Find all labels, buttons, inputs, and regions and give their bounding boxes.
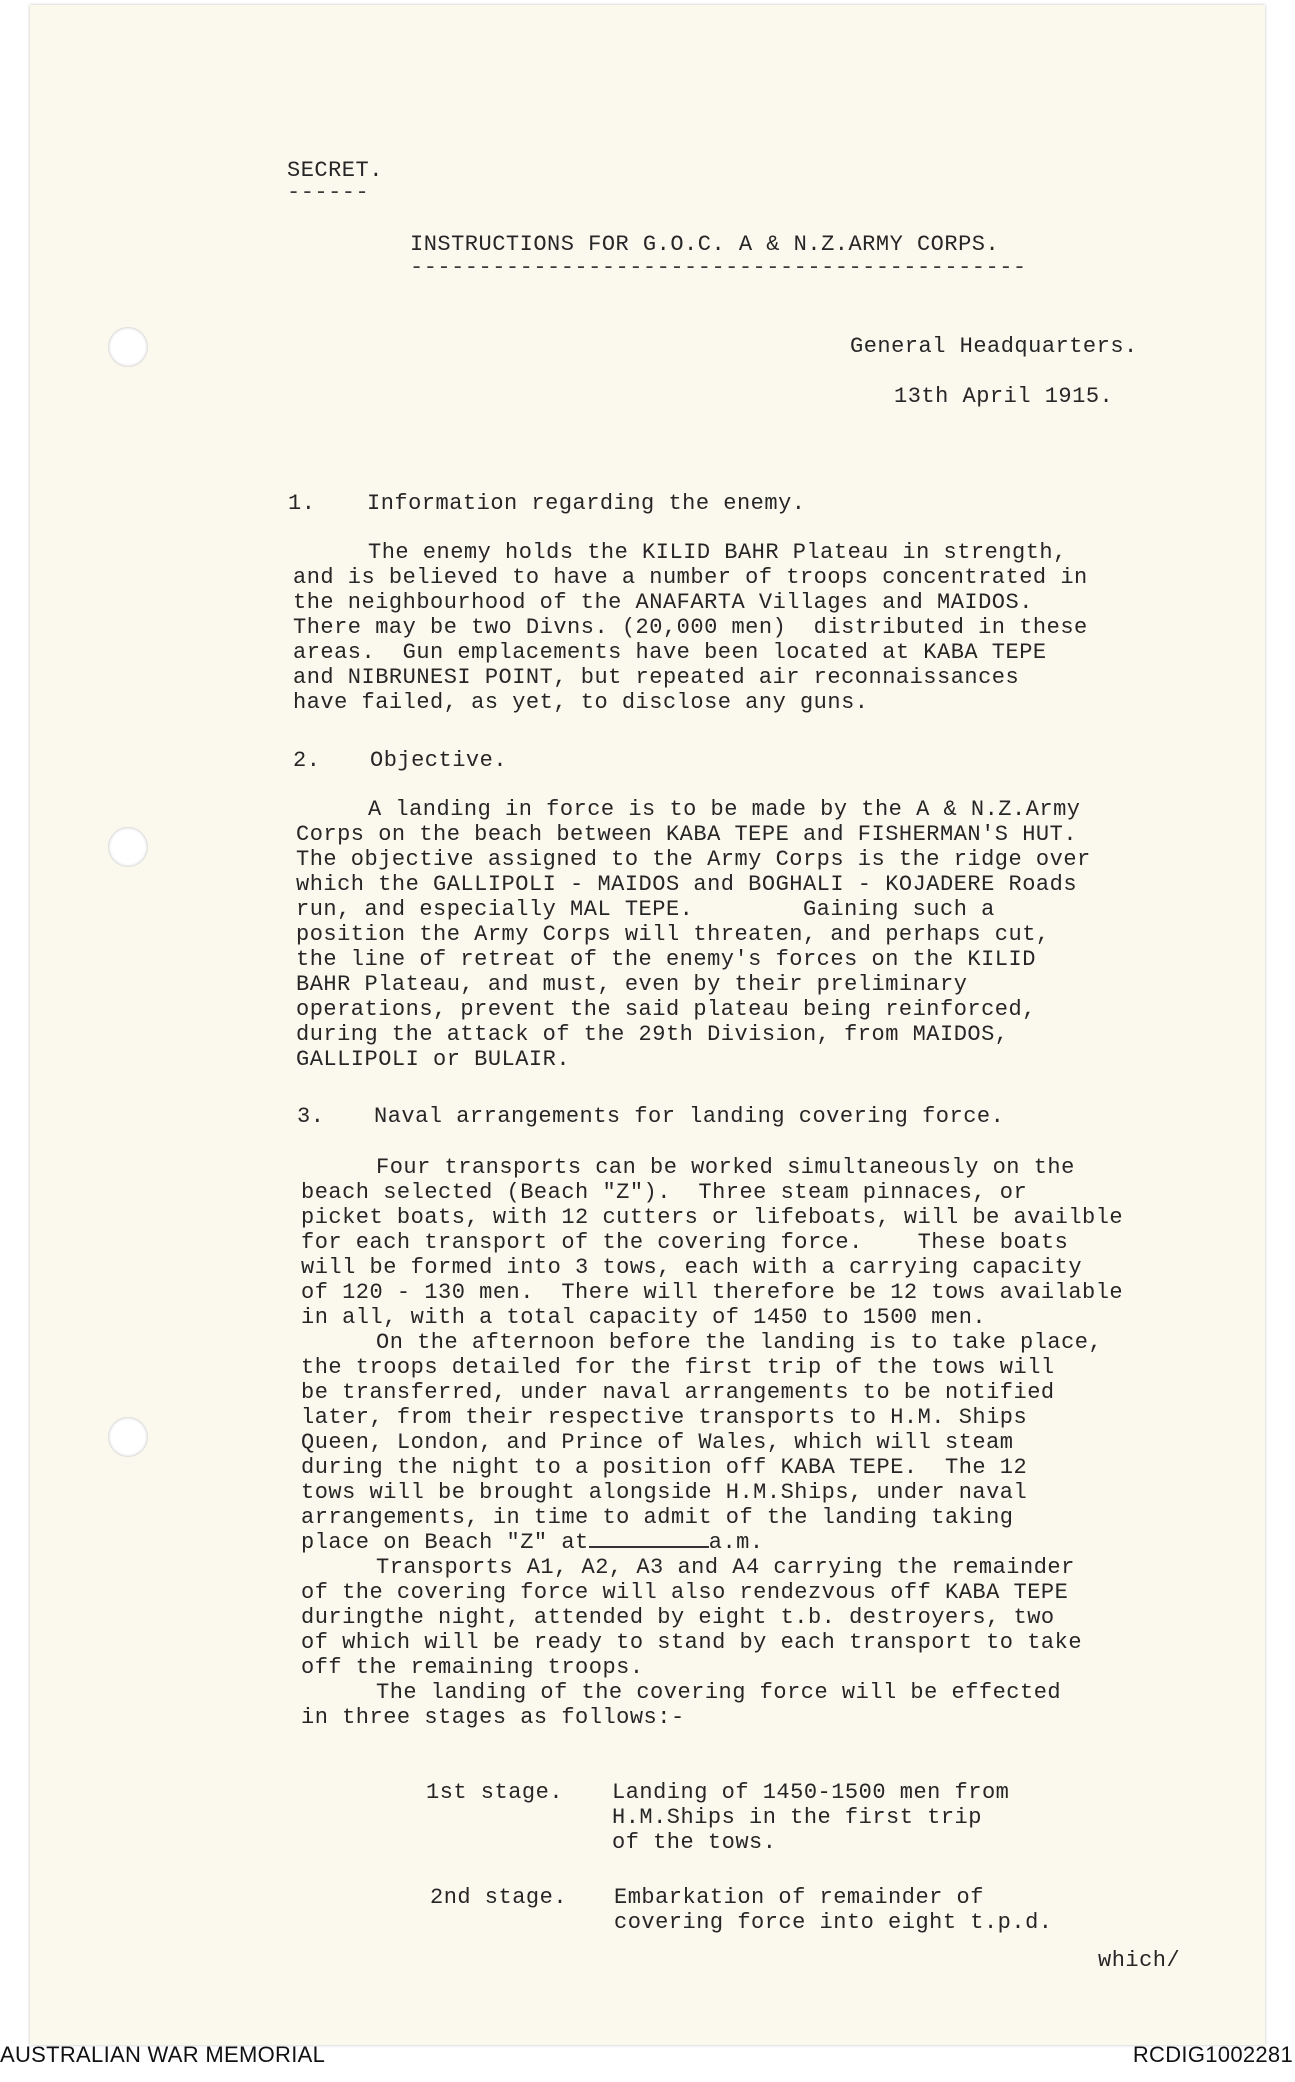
text-line: beach selected (Beach "Z"). Three steam pinnaces, or <box>301 1180 1028 1205</box>
text-line: of 120 - 130 men. There will therefore be 12 tows available <box>301 1280 1124 1305</box>
stage-description <box>614 1885 1052 1935</box>
text-line: Embarkation of remainder of <box>614 1885 984 1910</box>
text-line: of the tows. <box>612 1830 777 1855</box>
underline-rule: ------ <box>287 180 370 205</box>
text-line: have failed, as yet, to disclose any guns. <box>293 690 869 715</box>
text-line: the troops detailed for the first trip of the tows will <box>301 1355 1055 1380</box>
text-line: the neighbourhood of the ANAFARTA Villages and MAIDOS. <box>293 590 1033 615</box>
text-line: and NIBRUNESI POINT, but repeated air reconnaissances <box>293 665 1020 690</box>
text-line: off the remaining troops. <box>301 1655 644 1680</box>
catchword: which/ <box>1098 1948 1181 1973</box>
text-line: of which will be ready to stand by each transport to take <box>301 1630 1083 1655</box>
section-heading: Objective. <box>370 748 508 773</box>
text-line: picket boats, with 12 cutters or lifeboats, will be availble <box>301 1205 1124 1230</box>
text-line: duringthe night, attended by eight t.b. destroyers, two <box>301 1605 1055 1630</box>
section-heading: Information regarding the enemy. <box>367 491 806 516</box>
text-line: be transferred, under naval arrangements to be notified <box>301 1380 1055 1405</box>
text-line: Landing of 1450-1500 men from <box>612 1780 1010 1805</box>
section-number: 1. <box>288 491 316 516</box>
text-line: position the Army Corps will threaten, and perhaps cut, <box>296 922 1050 947</box>
section-number: 3. <box>297 1104 325 1129</box>
document-title: INSTRUCTIONS FOR G.O.C. A & N.Z.ARMY CORPS. <box>410 232 1000 257</box>
section-number: 2. <box>293 748 321 773</box>
stage-label: 2nd stage. <box>430 1885 568 1910</box>
text-line: The objective assigned to the Army Corps is the ridge over <box>296 847 1091 872</box>
text-fragment: place on Beach "Z" at <box>301 1530 589 1555</box>
text-line: which the GALLIPOLI - MAIDOS and BOGHALI - KOJADERE Roads <box>296 872 1078 897</box>
punch-hole <box>108 1417 148 1457</box>
punch-hole <box>108 327 148 367</box>
text-line: in all, with a total capacity of 1450 to 1500 men. <box>301 1305 987 1330</box>
issue-date: 13th April 1915. <box>894 384 1114 409</box>
text-line: GALLIPOLI or BULAIR. <box>296 1047 571 1072</box>
text-line: tows will be brought alongside H.M.Ships, under naval <box>301 1480 1028 1505</box>
text-line: areas. Gun emplacements have been located at KABA TEPE <box>293 640 1047 665</box>
text-line: A landing in force is to be made by the A & N.Z.Army <box>368 797 1081 822</box>
text-line: during the attack of the 29th Division, from MAIDOS, <box>296 1022 1009 1047</box>
section-body-objective <box>296 797 1091 1072</box>
text-line: in three stages as follows:- <box>301 1705 685 1730</box>
text-line: There may be two Divns. (20,000 men) distributed in these <box>293 615 1088 640</box>
archive-reference: RCDIG1002281 <box>1132 2042 1293 2067</box>
text-line: during the night to a position off KABA TEPE. The 12 <box>301 1455 1028 1480</box>
title-underline-rule: --------------------------------------------- <box>410 255 1027 280</box>
stage-label: 1st stage. <box>426 1780 564 1805</box>
issuing-place: General Headquarters. <box>850 334 1138 359</box>
text-line: and is believed to have a number of troops concentrated in <box>293 565 1088 590</box>
text-line: run, and especially MAL TEPE. Gaining such a <box>296 897 995 922</box>
blank-time-field <box>589 1530 709 1548</box>
text-line: Four transports can be worked simultaneously on the <box>376 1155 1075 1180</box>
text-line: later, from their respective transports to H.M. Ships <box>301 1405 1028 1430</box>
text-fragment: a.m. <box>708 1530 764 1555</box>
text-line: operations, prevent the said plateau being reinforced, <box>296 997 1036 1022</box>
text-line: The enemy holds the KILID BAHR Plateau in strength, <box>368 540 1067 565</box>
text-line: arrangements, in time to admit of the landing taking <box>301 1505 1014 1530</box>
text-line: will be formed into 3 tows, each with a carrying capacity <box>301 1255 1083 1280</box>
text-line: Transports A1, A2, A3 and A4 carrying the remainder <box>376 1555 1075 1580</box>
stage-description <box>612 1780 1009 1855</box>
archive-credit: AUSTRALIAN WAR MEMORIAL <box>0 2042 326 2067</box>
text-line: Corps on the beach between KABA TEPE and FISHERMAN'S HUT. <box>296 822 1078 847</box>
text-line: On the afternoon before the landing is to take place, <box>376 1330 1103 1355</box>
section-body-enemy <box>293 540 1088 715</box>
text-line: the line of retreat of the enemy's forces on the KILID <box>296 947 1036 972</box>
security-marking: SECRET. <box>287 158 383 183</box>
text-line: Queen, London, and Prince of Wales, which will steam <box>301 1430 1014 1455</box>
text-line: covering force into eight t.p.d. <box>614 1910 1053 1935</box>
punch-hole <box>108 827 148 867</box>
text-line-with-blank <box>301 1530 1123 1555</box>
section-body-naval <box>301 1155 1123 1730</box>
text-line: BAHR Plateau, and must, even by their preliminary <box>296 972 968 997</box>
section-heading: Naval arrangements for landing covering force. <box>374 1104 1005 1129</box>
text-line: H.M.Ships in the first trip <box>612 1805 982 1830</box>
text-line: of the covering force will also rendezvous off KABA TEPE <box>301 1580 1069 1605</box>
text-line: for each transport of the covering force. These boats <box>301 1230 1069 1255</box>
text-line: The landing of the covering force will be effected <box>376 1680 1062 1705</box>
